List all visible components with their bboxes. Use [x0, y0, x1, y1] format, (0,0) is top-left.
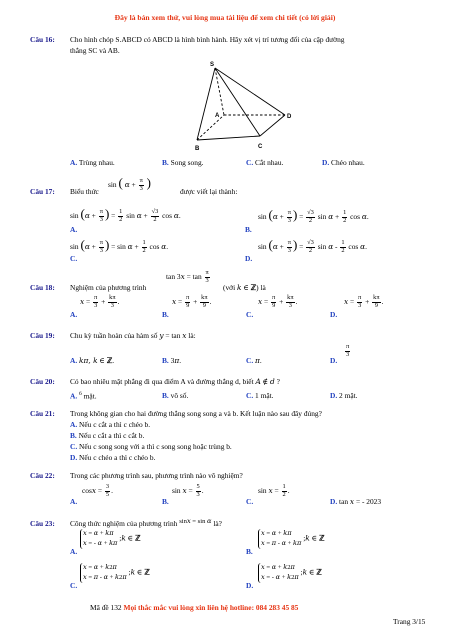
answer-d[interactable]: x = α + k2π x = - α + k2π ;k ∈ ℤ — [258, 563, 322, 583]
answer-c[interactable]: x = α + k2π x = π - α + k2π ;k ∈ ℤ — [80, 563, 150, 583]
question-16 — [30, 35, 55, 44]
answer-d[interactable]: sin (α + $\frac{\pi}{3}$ ) = $\frac{√3}{2}$ sin α - $\frac{1}{2}$ cos α. — [258, 237, 367, 254]
question-number: Câu 23: — [30, 519, 55, 528]
question-18-text: Nghiệm của phương trình — [70, 283, 147, 292]
question-number: Câu 21: — [30, 409, 55, 418]
question-19-text: Chu kỳ tuần hoàn của hàm số y = tan x là: — [70, 331, 196, 340]
question-number: Câu 16: — [30, 35, 55, 44]
answer-c[interactable]: C. 1 mặt. — [246, 391, 274, 400]
answer-a[interactable]: A. kπ, k ∈ ℤ. — [70, 356, 115, 365]
answer-c[interactable]: sin (α + $\frac{\pi}{3}$ ) = sin α + $\frac{1}{2}$ cos α. — [70, 237, 169, 254]
answer-c[interactable]: C. π. — [246, 356, 262, 365]
answer-c[interactable]: C. Cắt nhau. — [246, 158, 284, 167]
answer-b[interactable]: sin x = $\frac{5}{3}$ . — [172, 483, 204, 498]
equation: tan 3x = tan $\frac{\pi}{3}$ — [166, 269, 209, 284]
question-number: Câu 22: — [30, 471, 55, 480]
answer-a[interactable]: A. Trùng nhau. — [70, 158, 115, 167]
question-number: Câu 20: — [30, 377, 55, 386]
answer-b[interactable]: sin (α + $\frac{\pi}{3}$ ) = $\frac{√3}{2}$ sin α + $\frac{1}{2}$ cos α. — [258, 207, 369, 224]
pyramid-figure — [195, 58, 305, 153]
answer-a[interactable]: sin (α + $\frac{\pi}{3}$ ) = $\frac{1}{2}$ sin α + $\frac{√3}{2}$ cos α. — [70, 206, 181, 223]
question-20-text: Có bao nhiêu mặt phẳng đi qua điểm A và đường thẳng d, biết A ∉ d ? — [70, 377, 280, 386]
condition: (với k ∈ ℤ) là — [223, 283, 266, 292]
vertex-s-label: S — [210, 62, 215, 68]
answer-d[interactable]: D. tan x = - 2023 — [330, 497, 382, 506]
answer-b[interactable]: B. Nếu c cắt a thì c cắt b. — [70, 431, 145, 440]
vertex-a-label: A — [215, 113, 220, 119]
answer-c[interactable]: x = $\frac{\pi}{9}$ + $\frac{k\pi}{3}$ . — [258, 294, 298, 309]
answer-b[interactable]: B. Song song. — [162, 158, 204, 167]
answer-b[interactable]: x = α + kπ x = π - α + kπ ;k ∈ ℤ — [258, 529, 324, 549]
question-17-text: Biểu thức — [70, 187, 99, 196]
question-number: Câu 19: — [30, 331, 55, 340]
question-number: Câu 17: — [30, 187, 55, 196]
question-16-text-2: thẳng SC và AB. — [70, 46, 120, 55]
question-22-text: Trong các phương trình sau, phương trình nào vô nghiệm? — [70, 471, 243, 480]
answer-b[interactable]: B. vô số. — [162, 391, 189, 400]
question-23-text: Công thức nghiệm của phương trình sinx = sin α là? — [70, 517, 222, 528]
expression: sin ( α + $\frac{\pi}{3}$ ) — [108, 175, 151, 192]
footer — [90, 603, 298, 612]
page-number: Trang 3/15 — [393, 617, 426, 626]
answer-d-value: $\frac{\pi}{3}$ — [346, 343, 350, 358]
answer-b[interactable]: B. 3π. — [162, 356, 182, 365]
vertex-b-label: B — [195, 146, 200, 152]
answer-a[interactable]: A. $^6$ mặt. — [70, 391, 97, 401]
answer-a[interactable]: cosx = $\frac{3}{5}$ . — [82, 483, 113, 498]
question-number: Câu 18: — [30, 283, 55, 292]
question-21-text: Trong không gian cho hai đường thẳng song song a và b. Kết luận nào sau đây đúng? — [70, 409, 322, 418]
answer-c[interactable]: C. Nếu c song song với a thì c song song hoặc trùng b. — [70, 442, 232, 451]
vertex-d-label: D — [287, 114, 292, 120]
answer-d[interactable]: D. — [330, 356, 338, 365]
answer-a[interactable]: A. Nếu c cắt a thì c chéo b. — [70, 420, 151, 429]
question-17-text-2: được viết lại thành: — [180, 187, 238, 196]
hotline: Mọi thắc mắc vui lòng xin liên hệ hotline: 084 283 45 85 — [123, 603, 299, 612]
answer-d[interactable]: x = $\frac{\pi}{3}$ + $\frac{k\pi}{9}$ . — [344, 294, 384, 309]
answer-d[interactable]: D. Nếu c chéo a thì c chéo b. — [70, 453, 156, 462]
answer-a[interactable]: x = $\frac{\pi}{3}$ + $\frac{k\pi}{3}$ . — [80, 294, 120, 309]
answer-a[interactable]: x = α + kπ x = - α + kπ ;k ∈ ℤ — [80, 529, 140, 549]
exam-code: Mã đề 132 — [90, 603, 122, 612]
answer-c[interactable]: sin x = $\frac{1}{2}$ . — [258, 483, 290, 498]
preview-banner: Đây là bản xem thử, vui lòng mua tài liệu để xem chi tiết (có lời giải) — [114, 13, 336, 22]
answer-d[interactable]: D. Chéo nhau. — [322, 158, 365, 167]
answer-b[interactable]: x = $\frac{\pi}{9}$ + $\frac{k\pi}{9}$ . — [172, 294, 212, 309]
answer-d[interactable]: D. 2 mặt. — [330, 391, 358, 400]
vertex-c-label: C — [258, 144, 263, 150]
question-16-text: Cho hình chóp S.ABCD có ABCD là hình bình hành. Hãy xét vị trí tương đối của cặp đường — [70, 35, 345, 44]
